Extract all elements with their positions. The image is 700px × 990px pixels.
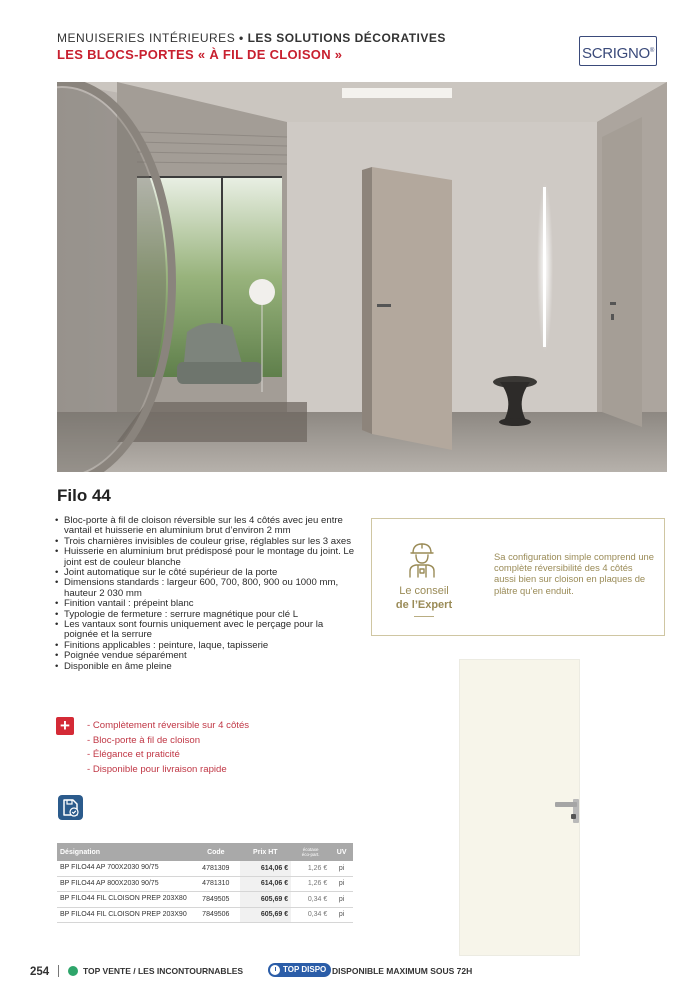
product-name: Filo 44 [57, 486, 111, 505]
cell-price: 605,69 € [240, 892, 292, 908]
product-photo [57, 82, 667, 472]
cell-price: 614,06 € [240, 876, 292, 892]
subcategory-label: LES SOLUTIONS DÉCORATIVES [247, 31, 446, 45]
plus-icon: + [56, 717, 74, 735]
door-lock [571, 814, 576, 819]
document-check-icon [58, 795, 83, 820]
list-item: - Disponible pour livraison rapide [87, 763, 227, 775]
list-item: • Typologie de fermeture : serrure magnétique pour clé L [52, 610, 357, 620]
construction-worker-icon [402, 539, 442, 579]
page-title: LES BLOCS-PORTES « À FIL DE CLOISON » [57, 47, 343, 62]
cell-designation: BP FILO44 AP 800X2030 90/75 [57, 876, 192, 892]
list-item: • Joint automatique sur le côté supérieur de la porte [52, 568, 357, 578]
list-item: - Complètement réversible sur 4 côtés [87, 720, 250, 731]
cell-code: 4781310 [192, 876, 239, 892]
feature-list [52, 516, 357, 672]
availability-text: DISPONIBLE MAXIMUM SOUS 72H [332, 966, 473, 976]
cell-eco: 0,34 € [291, 907, 330, 923]
cell-code: 4781309 [192, 861, 239, 876]
list-item: • Poignée vendue séparément [52, 651, 357, 661]
cell-designation: BP FILO44 FIL CLOISON PREP 203X90 [57, 907, 192, 923]
door-handle [555, 802, 577, 807]
cell-price: 605,69 € [240, 907, 292, 923]
expert-advice-box [371, 518, 665, 636]
list-item: • Finition vantail : prépeint blanc [52, 599, 357, 609]
cell-eco: 0,34 € [291, 892, 330, 908]
cell-designation: BP FILO44 FIL CLOISON PREP 203X80 [57, 892, 192, 908]
column-header: Désignation [57, 843, 192, 861]
expert-label: Le conseil [399, 585, 449, 597]
expert-label-strong: de l’Expert [395, 599, 453, 611]
expert-advice-text: Sa configuration simple comprend une complète réversibilité des 4 côtés aussi bien sur cloison en plaques de plâtre qu’en enduit. [494, 551, 654, 596]
divider [414, 616, 434, 617]
list-item: • Trois charnières invisibles de couleur grise, réglables sur les 3 axes [52, 537, 357, 547]
top-vente-dot-icon [68, 966, 78, 976]
cell-uv: pi [330, 861, 353, 876]
price-table [57, 843, 353, 923]
divider [58, 965, 59, 977]
list-item: • Bloc-porte à fil de cloison réversible sur les 4 côtés avec jeu entre vantail et huisserie en aluminium brut d’environ 2 mm [52, 516, 357, 537]
cell-uv: pi [330, 907, 353, 923]
cell-eco: 1,26 € [291, 861, 330, 876]
list-item: - Bloc-porte à fil de cloison [87, 734, 201, 746]
list-item: • Huisserie en aluminium brut prédisposé pour le montage du joint. Le joint est de couleur blanche [52, 547, 357, 568]
table-row [57, 907, 353, 923]
cell-uv: pi [330, 892, 353, 908]
table-row [57, 861, 353, 876]
page-number: 254 [30, 966, 50, 978]
clock-icon [270, 965, 280, 975]
top-dispo-badge [268, 963, 331, 977]
list-item: • Les vantaux sont fournis uniquement avec le perçage pour la poignée et la serrure [52, 620, 357, 641]
cell-code: 7849505 [192, 892, 239, 908]
list-item: • Disponible en âme pleine [52, 662, 357, 672]
column-header: Prix HT [240, 843, 292, 861]
cell-price: 614,06 € [240, 861, 292, 876]
table-row [57, 892, 353, 908]
cell-uv: pi [330, 876, 353, 892]
advantages-list [87, 719, 249, 777]
list-item: • Finitions applicables : peinture, laque, tapisserie [52, 641, 357, 651]
list-item: - Élégance et praticité [87, 749, 180, 761]
brand-logo: SCRIGNO® [579, 36, 657, 66]
top-vente-label: TOP VENTE / LES INCONTOURNABLES [83, 966, 244, 976]
column-header: UV [330, 843, 353, 861]
column-header: Code [192, 843, 239, 861]
table-row [57, 876, 353, 892]
table-header-row [57, 843, 353, 861]
cell-eco: 1,26 € [291, 876, 330, 892]
door-product-image [459, 659, 580, 956]
list-item: • Dimensions standards : largeur 600, 700, 800, 900 ou 1000 mm, hauteur 2 030 mm [52, 578, 357, 599]
top-dispo-label: TOP DISPO [283, 965, 327, 974]
category-label: MENUISERIES INTÉRIEURES [57, 31, 236, 45]
cell-code: 7849506 [192, 907, 239, 923]
breadcrumb: MENUISERIES INTÉRIEURES • LES SOLUTIONS DÉCORATIVES [57, 31, 446, 45]
cell-designation: BP FILO44 AP 700X2030 90/75 [57, 861, 192, 876]
column-header: écotaxe éco-part. [291, 843, 330, 861]
